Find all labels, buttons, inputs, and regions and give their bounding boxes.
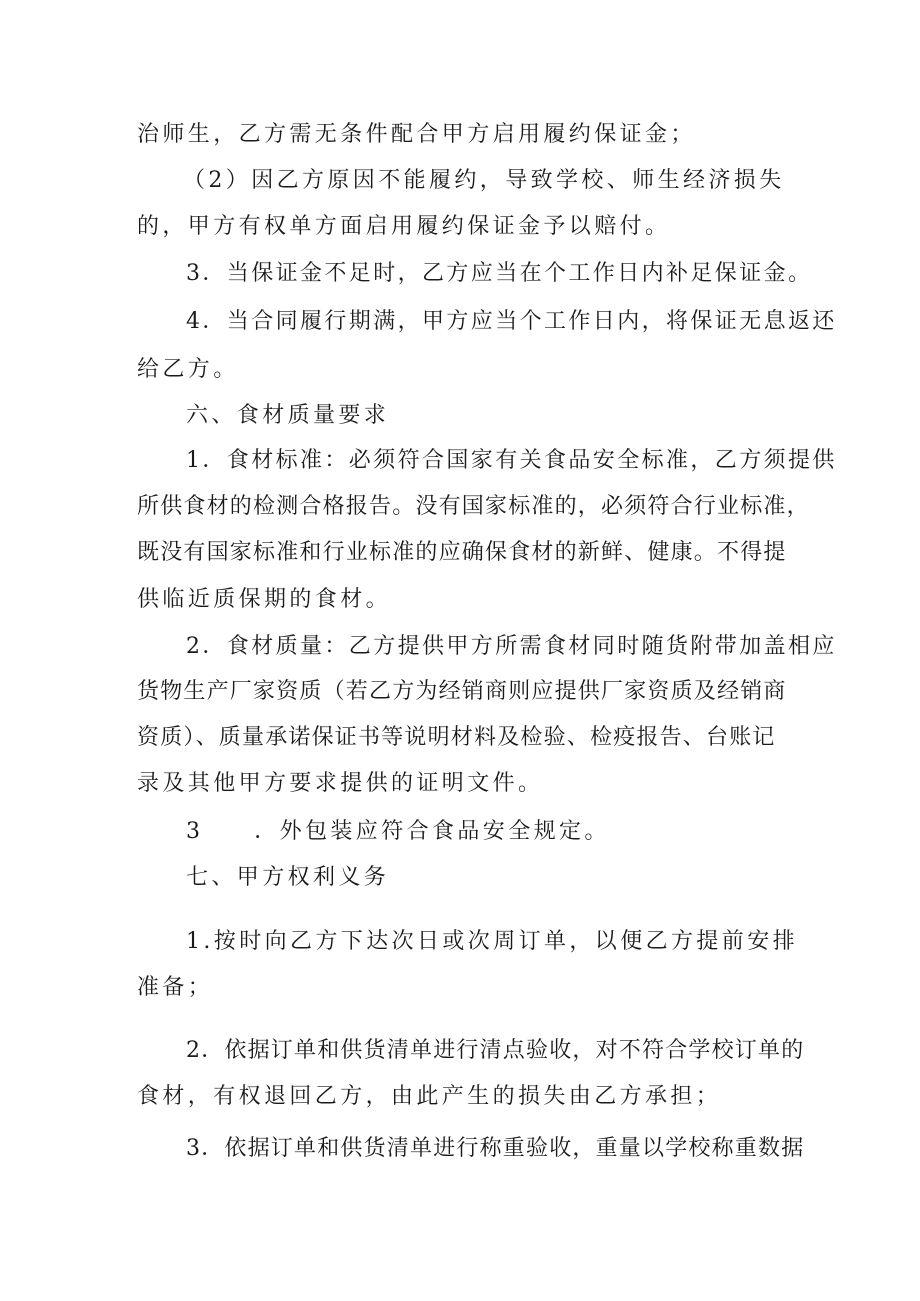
text-line: 录及其他甲方要求提供的证明文件。: [137, 771, 544, 796]
text-line: 1.按时向乙方下达次日或次周订单，以便乙方提前安排: [186, 929, 798, 954]
text-line: （2）因乙方原因不能履约，导致学校、师生经济损失: [183, 168, 785, 193]
text-line: 2．依据订单和供货清单进行清点验收，对不符合学校订单的: [186, 1038, 805, 1063]
text-line: 2．食材质量：乙方提供甲方所需食材同时随货附带加盖相应: [186, 634, 837, 659]
text-line: 食材，有权退回乙方，由此产生的损失由乙方承担；: [137, 1084, 722, 1109]
section-heading: 六、食材质量要求: [186, 403, 390, 428]
text-line: 给乙方。: [137, 357, 239, 382]
text-line: 供临近质保期的食材。: [137, 587, 392, 612]
text-line: 3．依据订单和供货清单进行称重验收，重量以学校称重数据: [186, 1136, 805, 1161]
text-line: 资质）、质量承诺保证书等说明材料及检验、检疫报告、台账记: [137, 725, 776, 750]
text-line: 3 ．外包装应符合食品安全规定。: [186, 819, 610, 844]
text-line: 的，甲方有权单方面启用履约保证金予以赔付。: [137, 214, 671, 239]
text-line: 既没有国家标准和行业标准的应确保食材的新鲜、健康。不得提: [137, 540, 787, 565]
text-line: 所供食材的检测合格报告。没有国家标准的，必须符合行业标准，: [137, 494, 810, 519]
text-line: 货物生产厂家资质（若乙方为经销商则应提供厂家资质及经销商: [137, 679, 787, 704]
text-line: 治师生，乙方需无条件配合甲方启用履约保证金；: [137, 122, 696, 147]
text-line: 3．当保证金不足时，乙方应当在个工作日内补足保证金。: [186, 261, 813, 286]
section-heading: 七、甲方权利义务: [186, 865, 390, 890]
text-line: 准备；: [137, 975, 214, 1000]
text-line: 4．当合同履行期满，甲方应当个工作日内，将保证无息返还: [186, 309, 837, 334]
text-line: 1．食材标准：必须符合国家有关食品安全标准，乙方须提供: [186, 448, 837, 473]
